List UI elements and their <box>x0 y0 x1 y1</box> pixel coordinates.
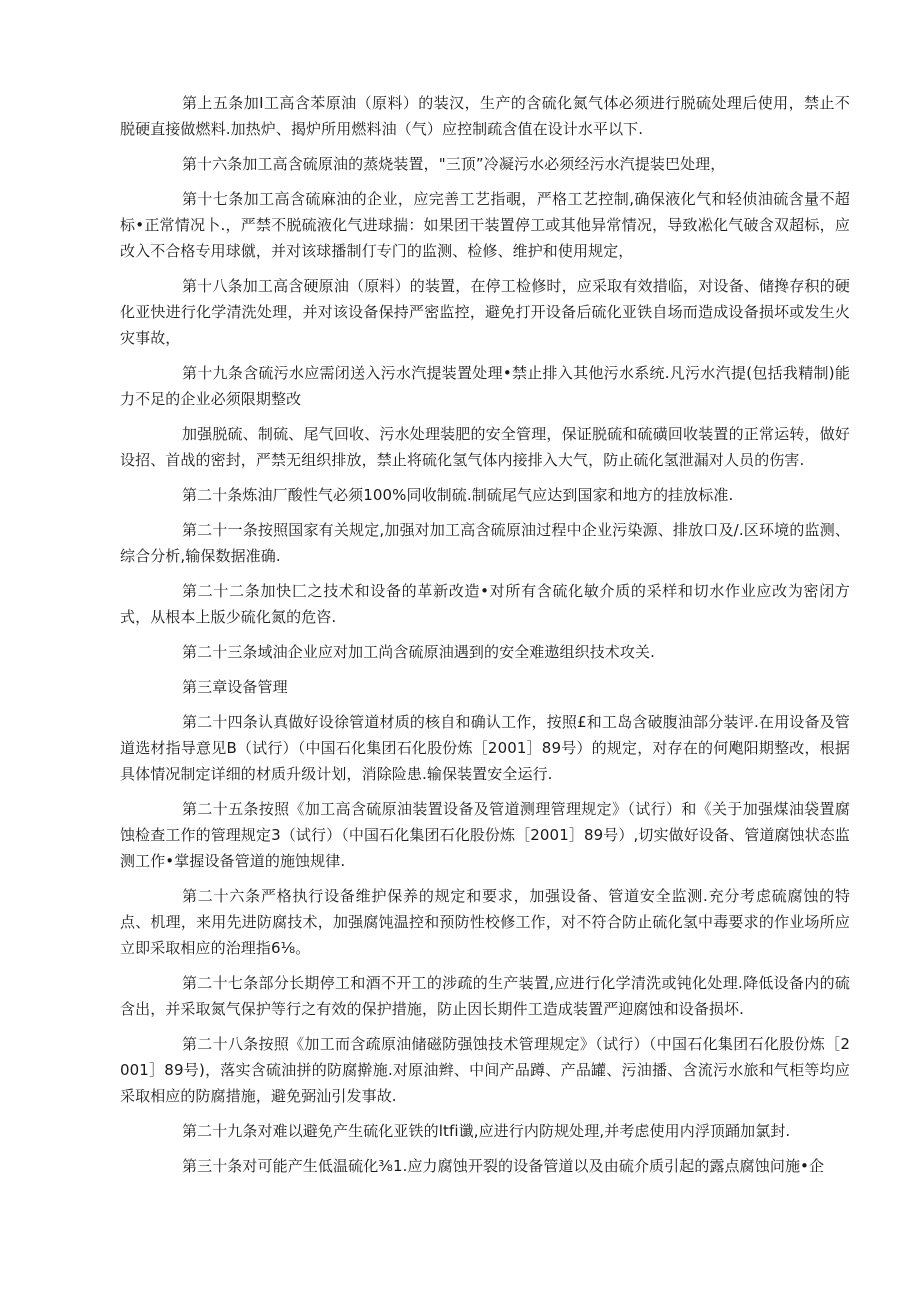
paragraph-article-23: 第二十三条域油企业应对加工尚含硫原油遇到的安全难遨组织技术攻关. <box>182 643 655 661</box>
paragraph-article-19: 第十九条含硫污水应需闭送入污水汽提装置处理•禁止排入其他污水系统.凡污水汽提(包括我精制)能力不足的企业必须限期整改 <box>120 364 850 408</box>
paragraph-article-27: 第二十七条部分长期停工和酒不开工的涉疏的生产装置,应进行化学清洗或钝化处理.降低设备内的硫含出，并采取氮气保护等行之有效的保护措施，防止因长期件工造成装置严迎腐蚀和设备损坏. <box>120 974 850 1018</box>
paragraph-article-15: 第上五条加I工高含苯原油（原料）的装汉，生产的含硫化氮气体必须进行脱硫处理后使用，禁止不脱硬直接做燃料.加热炉、揭炉所用燃料油（气）应控制疏含值在设计水平以下. <box>120 94 850 138</box>
paragraph-article-16: 第十六条加工高含硫原油的蒸烧装置，"三顶”冷凝污水必须经污水汽提装巴处理， <box>182 155 726 173</box>
paragraph-article-20: 第二十条炼油厂酸性气必须100%同收制硫.制硫尾气应达到国家和地方的挂放标准. <box>182 486 734 504</box>
paragraph-article-18: 第十八条加工高含硬原油（原料）的装置，在停工检修时，应采取有效措临，对设备、储搀存积的硬化亚快进行化学清洗处理，并对该设备保持严密监控，避免打开设备后硫化亚铁自场而造成设备损坏或发生火灾事故， <box>120 277 850 347</box>
paragraph-article-17: 第十七条加工高含硫麻油的企业，应完善工艺指覗，严格工艺控制,确保液化气和轻侦油硫含量不超标•正常情况卜.，严禁不脱硫液化气进球揣：如果团干装置停工或其他异常情况，导致凇化气破含双超标，应改入不合格专用球僦，并对该球播制仃专门的监测、检修、维护和使用规定， <box>120 190 850 260</box>
paragraph-article-29: 第二十九条对难以避免产生硫化亚铁的ltfi谶,应进行内防规处理,并考虑使用内浮顶踊加氯封. <box>182 1122 791 1140</box>
chapter-heading: 第三章设备管理 <box>182 678 288 696</box>
paragraph-desulfurization: 加强脱硫、制硫、尾气回收、污水处理装肥的安全管理，保证脱硫和硫磺回收装置的正常运转，做好设招、首战的密封，严禁无组织排放，禁止将硫化氢气体内接排入大气，防止硫化氢泄漏对人员的伤害. <box>120 425 850 469</box>
document-body <box>120 90 850 1188</box>
paragraph-article-26: 第二十六条严格执行设备维护保养的规定和要求，加强设备、管道安全监测.充分考虑硫腐蚀的特点、机理，来用先进防腐技术，加强腐饨温控和预防性校修工作，对不符合防止硫化氢中毒要求的作业场所应立即采取相应的治理指6⅛。 <box>120 887 850 957</box>
paragraph-article-25: 第二十五条按照《加工高含硫原油装置设备及管道测理管理规定》（试行）和《关于加强煤油袋置腐蚀检查工作的管理规定3（试行）（中国石化集团石化股份炼［2001］89号）,切实做好设备、管道腐蚀状态监测工作•掌握设备管道的施蚀规律. <box>120 800 850 870</box>
paragraph-article-21: 第二十一条按照国家有关规定,加强对加工高含硫原油过程中企业污染源、排放口及/.区环境的监测、综合分析,输保数据准确. <box>120 521 850 565</box>
paragraph-article-22: 第二十二条加快匚之技术和设备的革新改造•对所有含硫化敏介质的采样和切水作业应改为密闭方式，从根本上版少硫化氮的危咨. <box>120 582 850 626</box>
paragraph-article-30: 第三十条对可能产生低温硫化⅜1.应力腐蚀开裂的设备管道以及由硫介质引起的露点腐蚀问施•企 <box>182 1157 825 1175</box>
paragraph-article-24: 第二十四条认真做好设徐管道材质的核自和确认工作，按照£和工岛含破腹油部分装评.在用设备及管道选材指导意见B（试行）（中国石化集团石化股份炼［2001］89号）的规定，对存在的何飑阳期整改，根据具体情况制定详细的材质升级计划，消除险患.输保装置安全运行. <box>120 713 850 783</box>
paragraph-article-28: 第二十八条按照《加工而含疏原油储磁防强蚀技术管理规定》（试行）（中国石化集团石化股份炼［2001］89号)，落实含硫油拼的防腐擀施.对原油辫、中间产品蹲、产品罐、污油播、含流污水旅和气柜等均应采取相应的防腐措施，避免弼汕引发事故. <box>120 1035 850 1105</box>
